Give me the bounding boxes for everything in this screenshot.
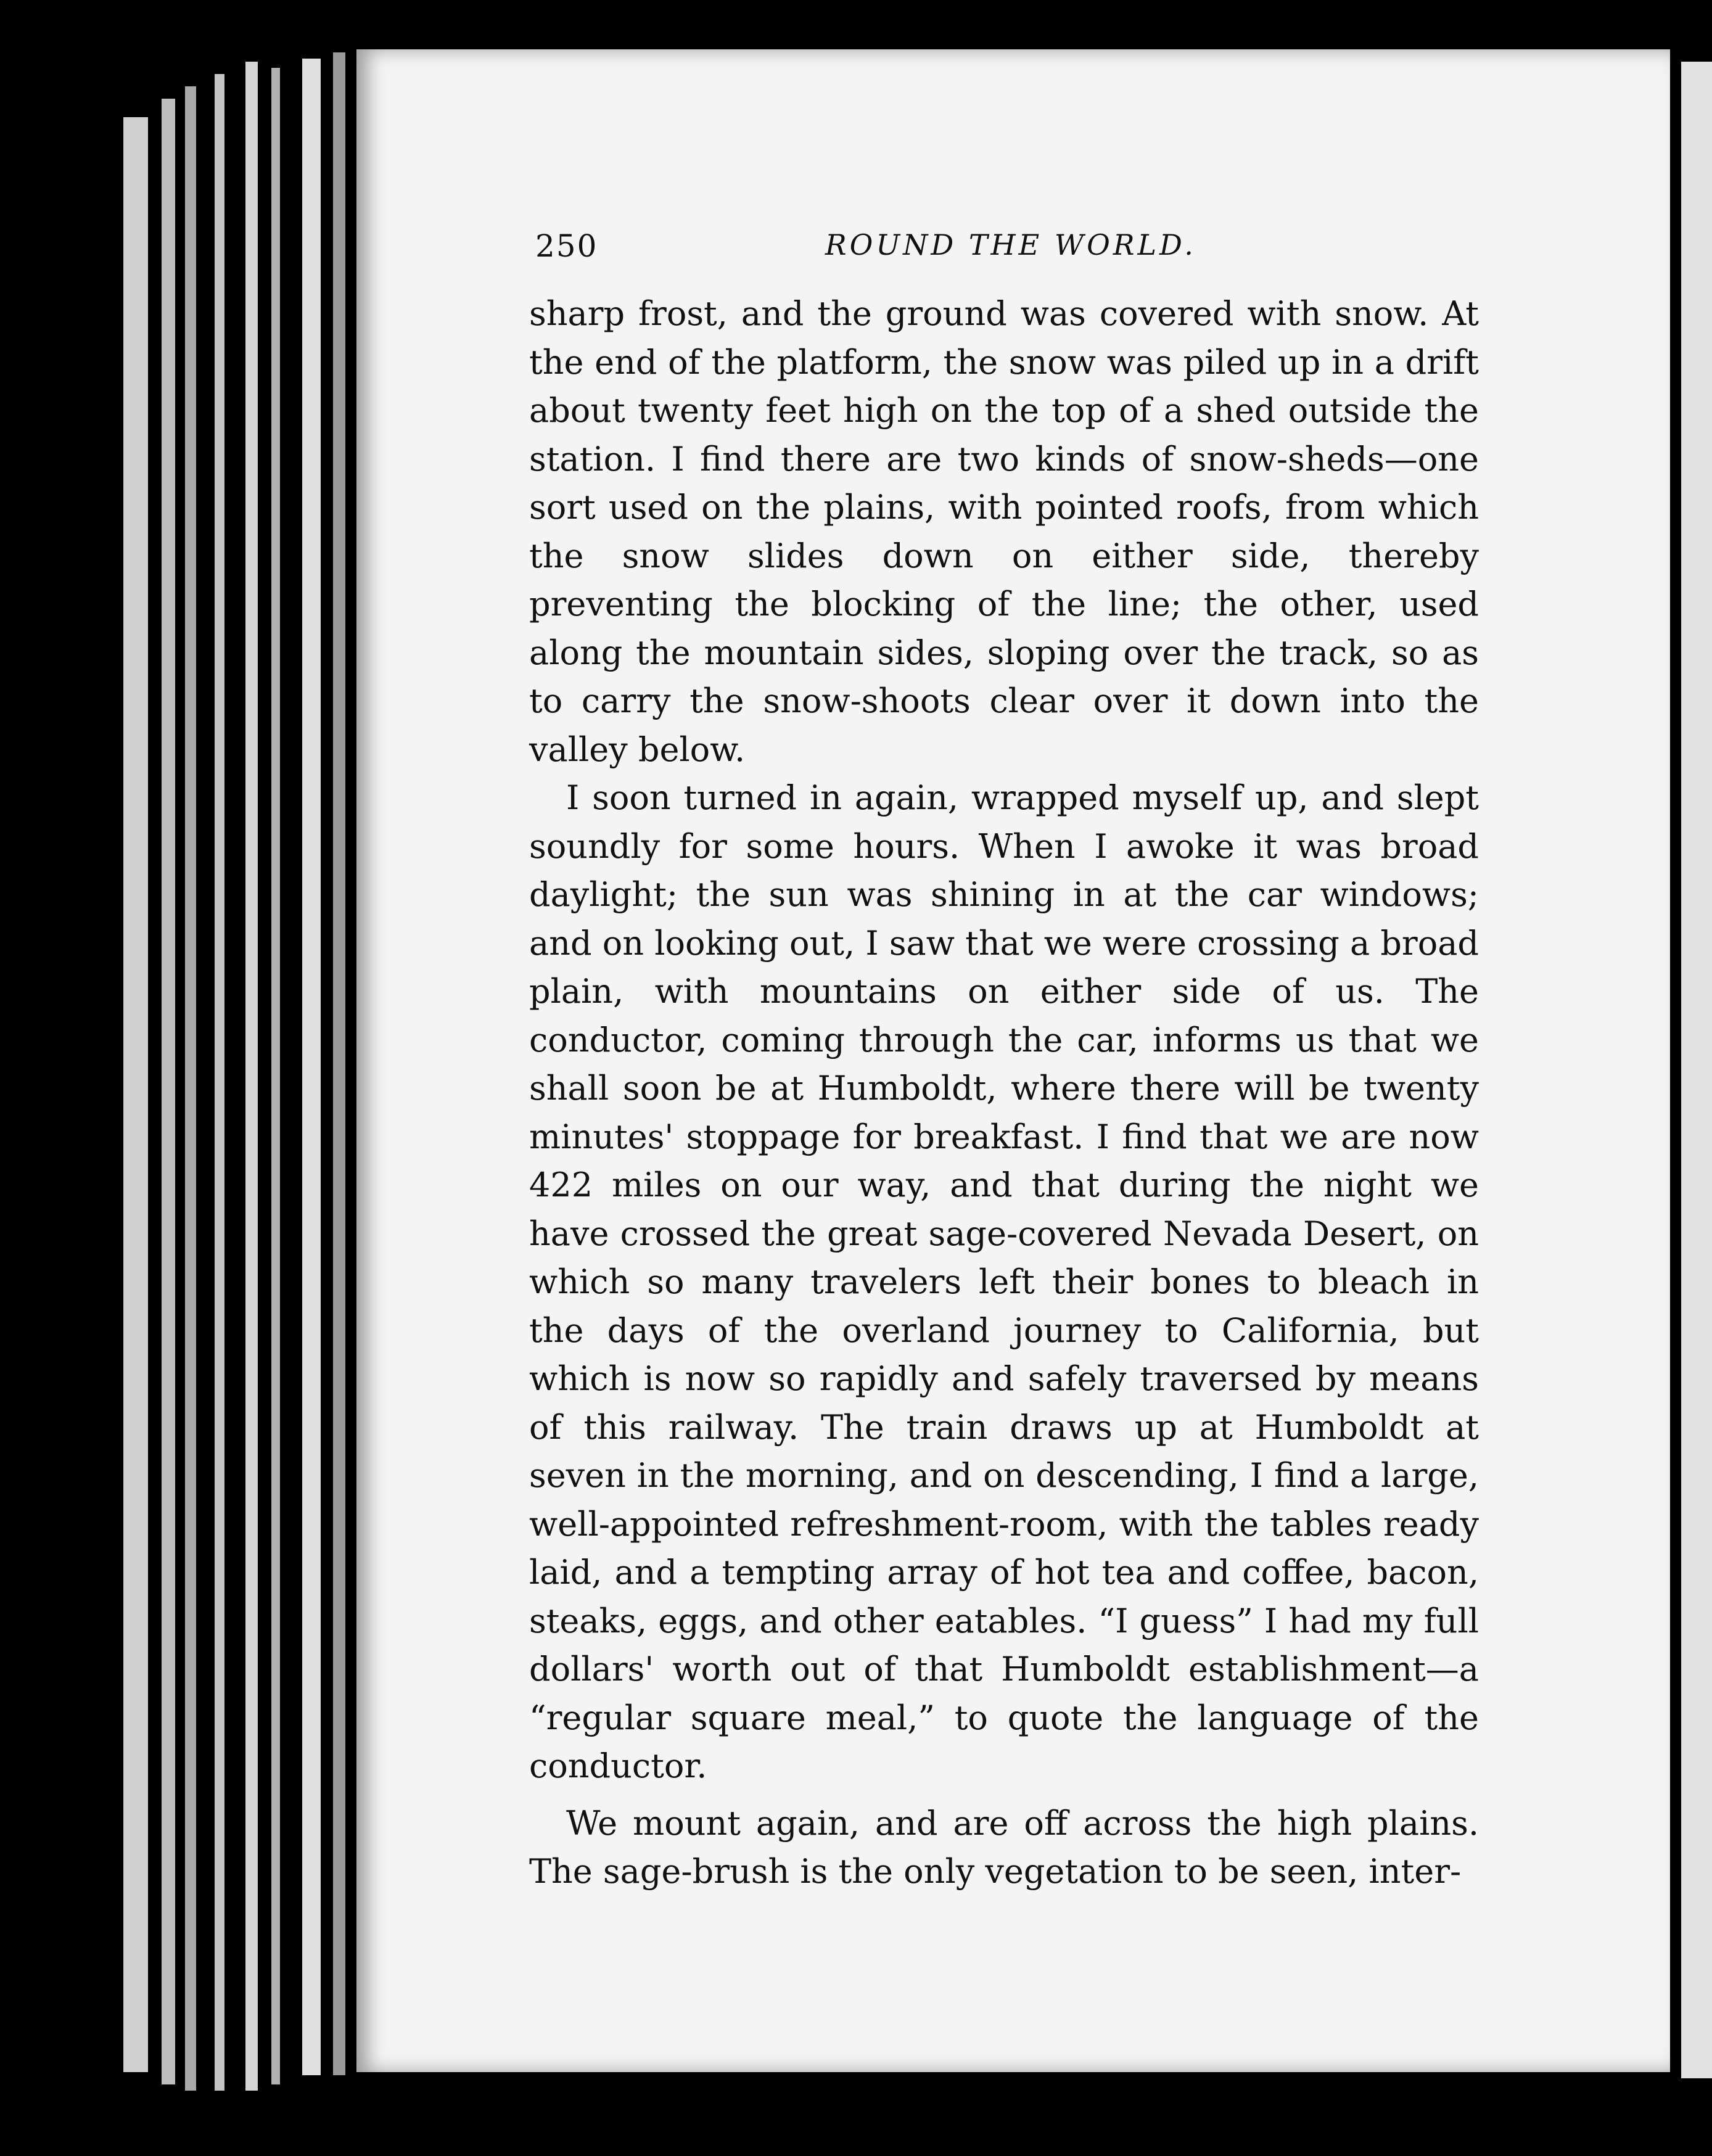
page-header [535,228,1553,284]
right-page-edge [1673,62,1712,2078]
body-text [529,290,1479,1896]
page-edge [302,59,321,2075]
book-page-stack [0,0,358,2156]
page-number: 250 [535,228,598,264]
page-edge [271,68,280,2084]
book-page [356,49,1670,2072]
page-edge [185,86,196,2091]
paragraph-2: I soon turned in again, wrapped myself up, and slept soundly for some hours. When I awoke it was broad daylight; the sun was shining in at the car windows; and on looking out, I saw that we were crossing a broad plain, with mountains on either side of us. The conductor, coming through the car, informs us that we shall soon be at Humboldt, where there will be twenty minutes' stoppage for breakfast. I find that we are now 422 miles on our way, and that during the night we have crossed the great sage-covered Nevada Desert, on which so many travelers left their bones to bleach in the days of the overland journey to California, but which is now so rapidly and safely traversed by means of this railway. The train draws up at Humboldt at seven in the morning, and on descending, I find a large, well-appointed refreshment-room, with the tables ready laid, and a tempting array of hot tea and coffee, bacon, steaks, eggs, and other eatables. “I guess” I had my full dollars' worth out of that Humboldt establishment—a “regular square meal,” to quote the language of the conductor. [529,778,1479,1785]
page-edge [245,62,258,2091]
paragraph-1: sharp frost, and the ground was covered with snow. At the end of the platform, the snow was piled up in a drift about twenty feet high on the top of a shed outside the station. I find there are two kinds of snow-sheds—one sort used on the plains, with pointed roofs, from which the snow slides down on either side, thereby preventing the blocking of the line; the other, used along the mountain sides, sloping over the track, so as to carry the snow-shoots clear over it down into the valley below. [529,294,1479,769]
running-head: ROUND THE WORLD. [825,228,1196,261]
page-edge [215,74,224,2091]
page-edge [162,99,175,2084]
page-edge [123,117,148,2072]
page-edge [333,52,345,2075]
paragraph-3: We mount again, and are off across the high plains. The sage-brush is the only vegetation to be seen, inter- [529,1803,1479,1891]
